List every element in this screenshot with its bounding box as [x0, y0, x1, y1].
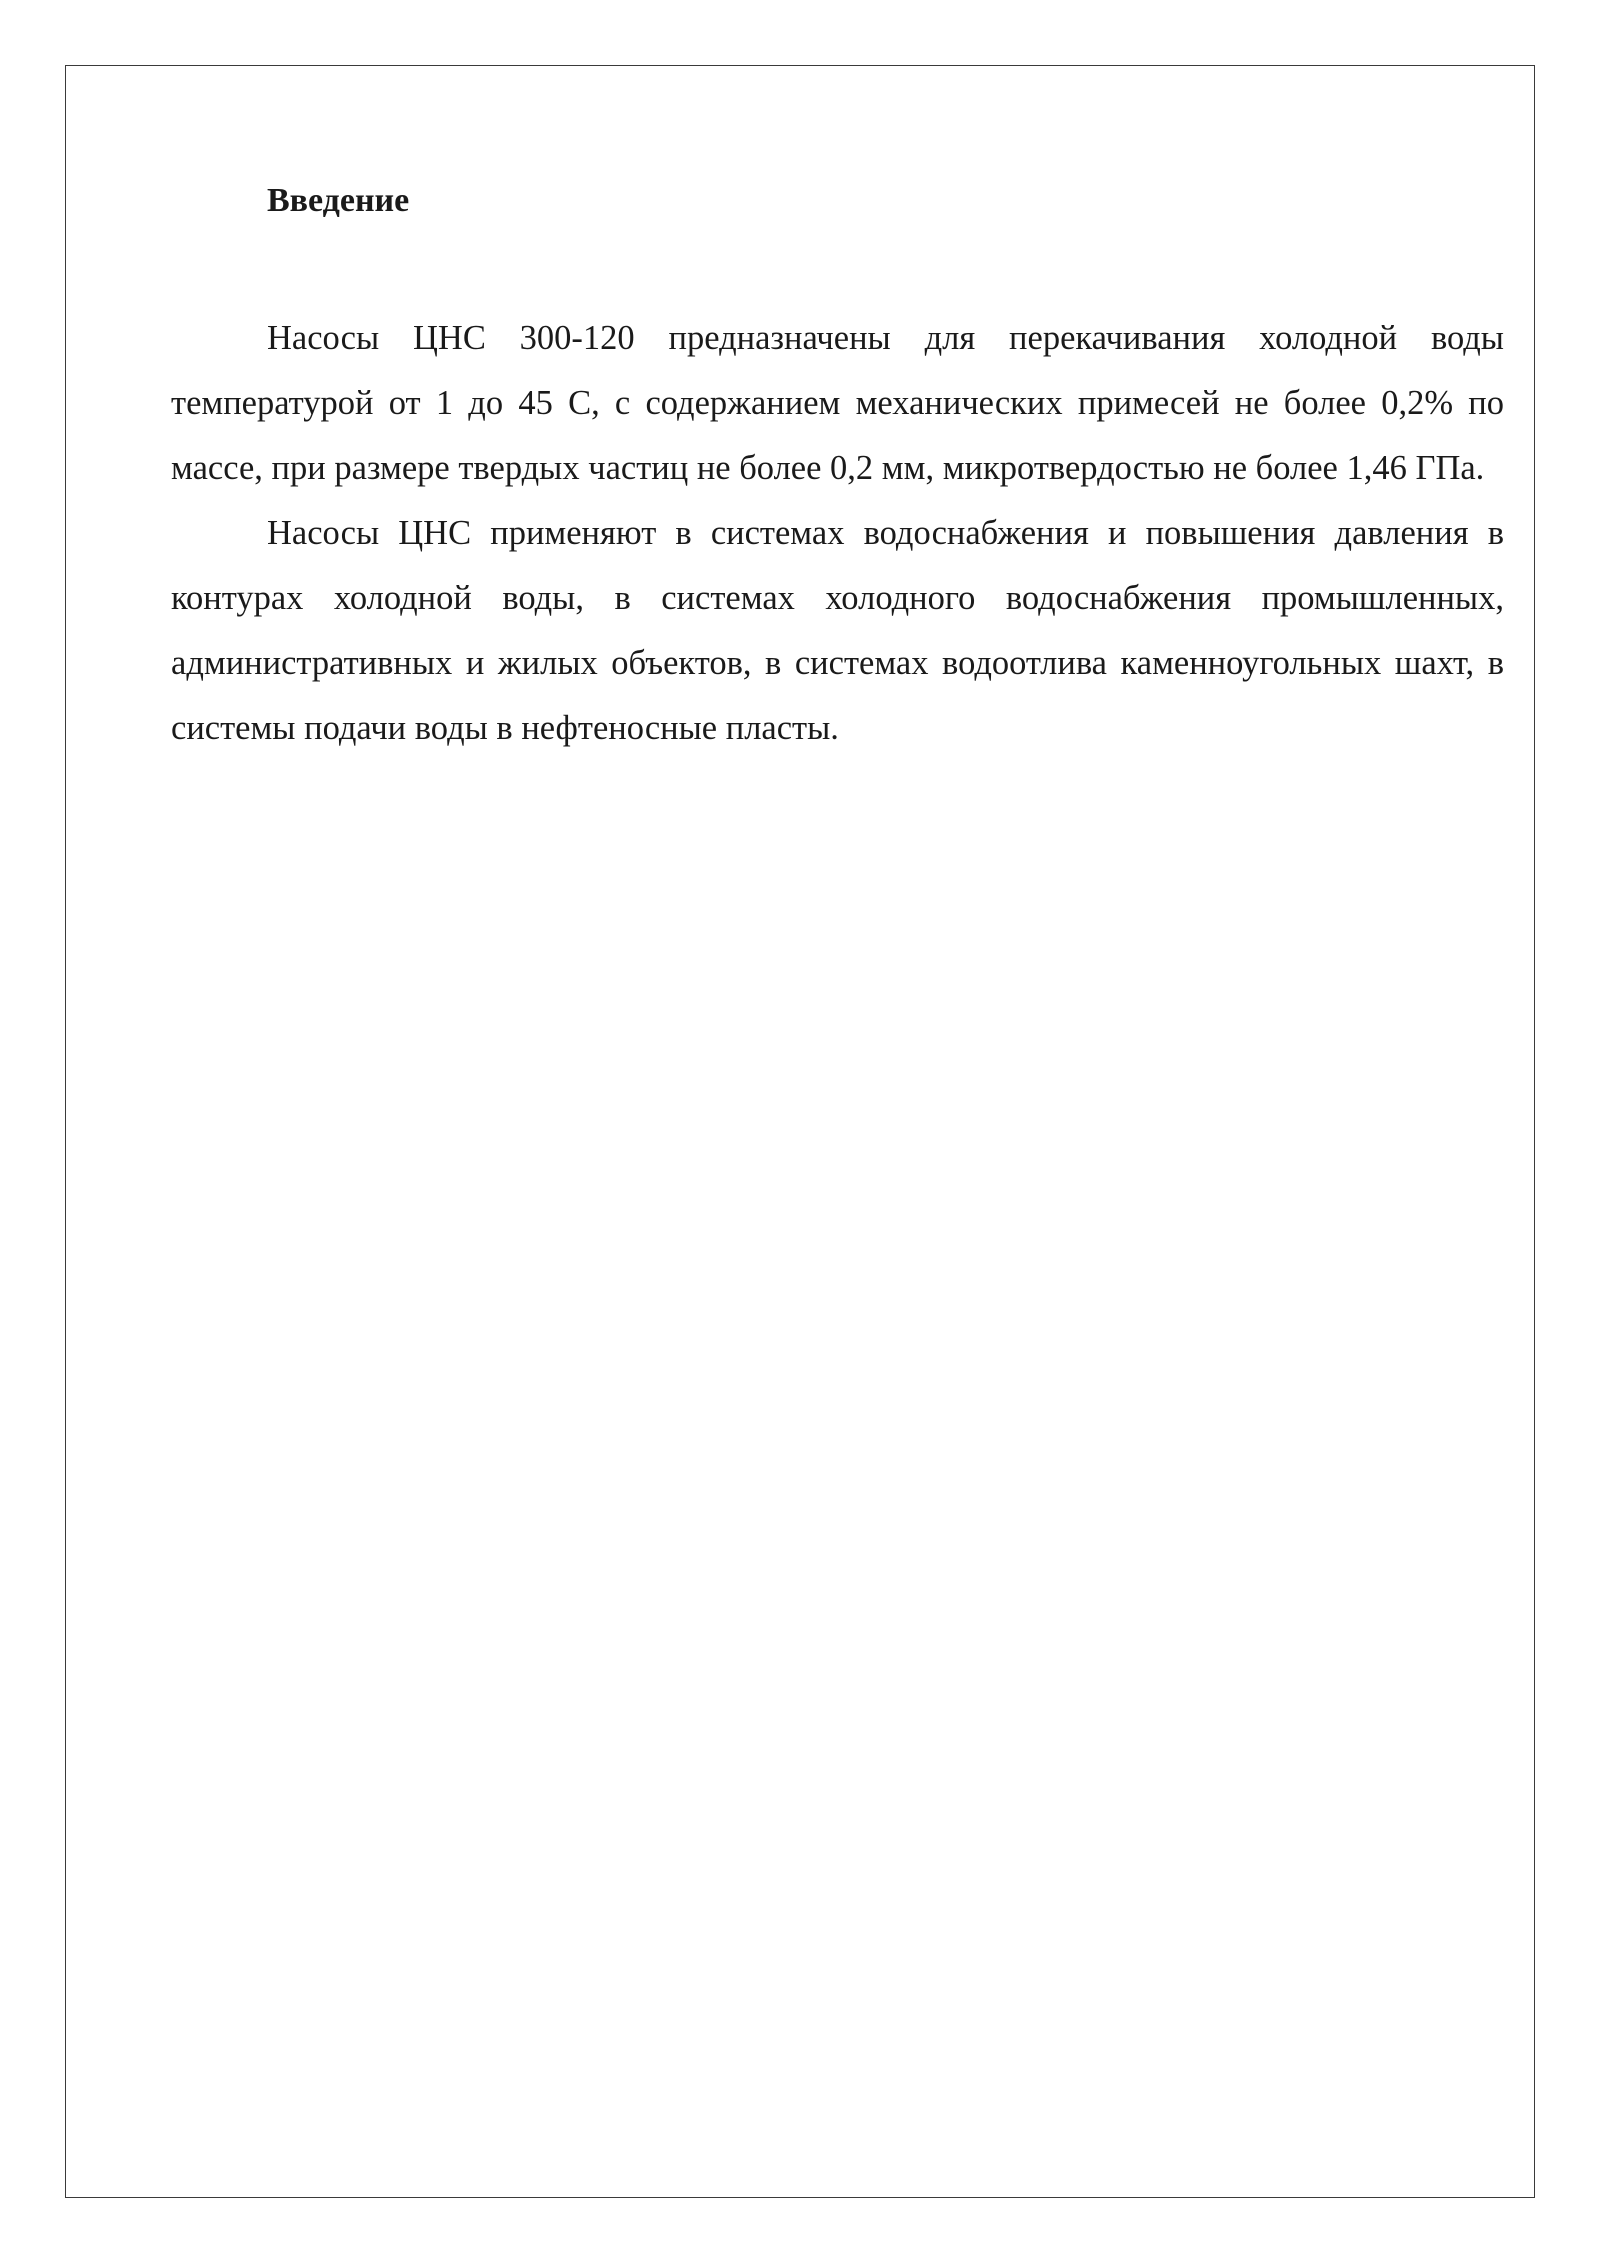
heading-spacer: [171, 226, 1504, 306]
page-content: [171, 176, 1504, 761]
section-heading: Введение: [267, 182, 410, 219]
paragraph-1: Насосы ЦНС 300-120 предназначены для перекачивания холодной воды температурой от 1 до 45 С, с содержанием механических примесей не более 0,2% по массе, при размере твердых частиц не более 0,2 мм, микротвердостью не более 1,46 ГПа.: [171, 319, 1504, 487]
paragraph-2: Насосы ЦНС применяют в системах водоснабжения и повышения давления в контурах холодной воды, в системах холодного водоснабжения промышленных, административных и жилых объектов, в системах водоотлива каменноугольных шахт, в системы подачи воды в нефтеносные пласты.: [171, 514, 1504, 747]
